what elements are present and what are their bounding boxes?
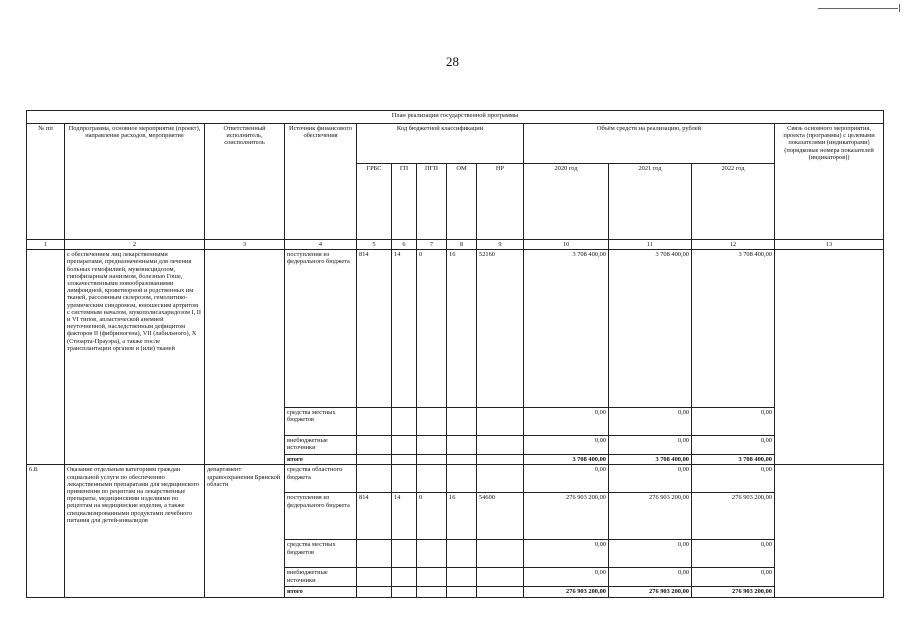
nr-cell: 52160 [477, 250, 524, 408]
value-2020: 0,00 [524, 540, 609, 568]
col-number: 8 [447, 240, 477, 250]
table-row [27, 465, 884, 493]
item-number-empty [27, 250, 65, 465]
source-cell: внебюджетные источники [285, 568, 357, 587]
corner-mark-tick [899, 4, 900, 12]
header-nr: НР [477, 164, 524, 240]
header-2022: 2022 год [692, 164, 775, 240]
value-2022: 0,00 [692, 408, 775, 436]
value-2021: 0,00 [609, 465, 692, 493]
header-2021: 2021 год [609, 164, 692, 240]
header-om: ОМ [447, 164, 477, 240]
col-number: 11 [609, 240, 692, 250]
value-2020: 0,00 [524, 465, 609, 493]
value-2022: 3 708 400,00 [692, 250, 775, 408]
gp-cell: 14 [392, 493, 417, 540]
pgp-cell: 0 [417, 493, 447, 540]
col-number: 5 [357, 240, 392, 250]
value-2022: 0,00 [692, 465, 775, 493]
total-2021: 3 708 400,00 [609, 455, 692, 465]
header-volume: Объём средств на реализацию, рублей [524, 124, 775, 164]
value-2022: 0,00 [692, 436, 775, 455]
value-2022: 276 903 200,00 [692, 493, 775, 540]
item-executor-empty [205, 250, 285, 465]
total-2020: 3 708 400,00 [524, 455, 609, 465]
source-cell: средства местных бюджетов [285, 540, 357, 568]
pgp-cell: 0 [417, 250, 447, 408]
om-cell: 16 [447, 493, 477, 540]
source-cell: внебюджетные источники [285, 436, 357, 455]
value-2020: 3 708 400,00 [524, 250, 609, 408]
table-title: План реализации государственной программы [27, 111, 884, 124]
corner-mark-line [818, 8, 898, 9]
header-no: № пп [27, 124, 65, 240]
table-row [27, 250, 884, 408]
item-number: 6.8. [27, 465, 65, 597]
link-cell-empty [775, 250, 884, 465]
column-number-row [27, 240, 884, 250]
col-number: 7 [417, 240, 447, 250]
total-2022: 276 903 200,00 [692, 587, 775, 597]
source-cell: поступления из федерального бюджета [285, 250, 357, 408]
total-2022: 3 708 400,00 [692, 455, 775, 465]
program-plan-sheet [26, 110, 883, 600]
value-2021: 3 708 400,00 [609, 250, 692, 408]
value-2021: 0,00 [609, 568, 692, 587]
value-2020: 0,00 [524, 436, 609, 455]
source-cell: средства местных бюджетов [285, 408, 357, 436]
item-description: с обеспечением лиц лекарственными препаратами, предназначенными для лечения больных гемофилией, муковисцидозом, гипофизарным нанизмом, болезнью Гоше, злокачественными новообразованиями лимфоидной, кроветворной и родственных им тканей, рассеянным склерозом, гемолитико-уремическим синдромом, юношеским артритом с системным началом, мукополисахаридозом I, II и VI типов, апластической анемией неуточненной, наследственным дефицитом факторов II (фибриногена), VII (лабильного), X (Стюарта-Прауэра), а также после трансплантации органов и (или) тканей [65, 250, 205, 465]
header-source: Источник финансового обеспечения [285, 124, 357, 240]
value-2022: 0,00 [692, 540, 775, 568]
header-executor: Ответственный исполнитель, соисполнитель [205, 124, 285, 240]
header-link: Связь основного мероприятия, проекта (программы) с целевыми показателями (индикаторами) (порядковые номера показателей (индикаторов)) [775, 124, 884, 240]
page-number: 28 [446, 54, 459, 69]
col-number: 6 [392, 240, 417, 250]
col-number: 13 [775, 240, 884, 250]
item-executor: департамент здравоохранения Брянской области [205, 465, 285, 597]
link-cell-empty [775, 465, 884, 597]
col-number: 1 [27, 240, 65, 250]
value-2020: 0,00 [524, 408, 609, 436]
source-cell: поступления из федерального бюджета [285, 493, 357, 540]
grbs-cell: 814 [357, 493, 392, 540]
value-2021: 0,00 [609, 540, 692, 568]
col-number: 3 [205, 240, 285, 250]
value-2022: 0,00 [692, 568, 775, 587]
col-number: 9 [477, 240, 524, 250]
value-2020: 0,00 [524, 568, 609, 587]
header-grbs: ГРБС [357, 164, 392, 240]
col-number: 4 [285, 240, 357, 250]
gp-cell: 14 [392, 250, 417, 408]
program-plan-table [26, 110, 884, 598]
value-2021: 276 903 200,00 [609, 493, 692, 540]
value-2020: 276 903 200,00 [524, 493, 609, 540]
header-gp: ГП [392, 164, 417, 240]
nr-cell: 54600 [477, 493, 524, 540]
item-description: Оказание отдельным категориям граждан социальной услуги по обеспечению лекарственными препаратами для медицинского применения по рецептам на лекарственные препараты, медицинскими изделиями по рецептам на медицинские изделия, а также специализированными продуктами лечебного питания для детей-инвалидов [65, 465, 205, 597]
header-pgp: ПГП [417, 164, 447, 240]
source-cell-total: итого [285, 587, 357, 597]
grbs-cell: 814 [357, 250, 392, 408]
total-2020: 276 903 200,00 [524, 587, 609, 597]
source-cell: средства областного бюджета [285, 465, 357, 493]
value-2021: 0,00 [609, 436, 692, 455]
source-cell-total: итого [285, 455, 357, 465]
header-kbk: Код бюджетной классификации [357, 124, 524, 164]
header-2020: 2020 год [524, 164, 609, 240]
header-program: Подпрограмма, основное мероприятие (проект), направление расходов, мероприятие [65, 124, 205, 240]
col-number: 2 [65, 240, 205, 250]
om-cell: 16 [447, 250, 477, 408]
total-2021: 276 903 200,00 [609, 587, 692, 597]
col-number: 10 [524, 240, 609, 250]
value-2021: 0,00 [609, 408, 692, 436]
col-number: 12 [692, 240, 775, 250]
